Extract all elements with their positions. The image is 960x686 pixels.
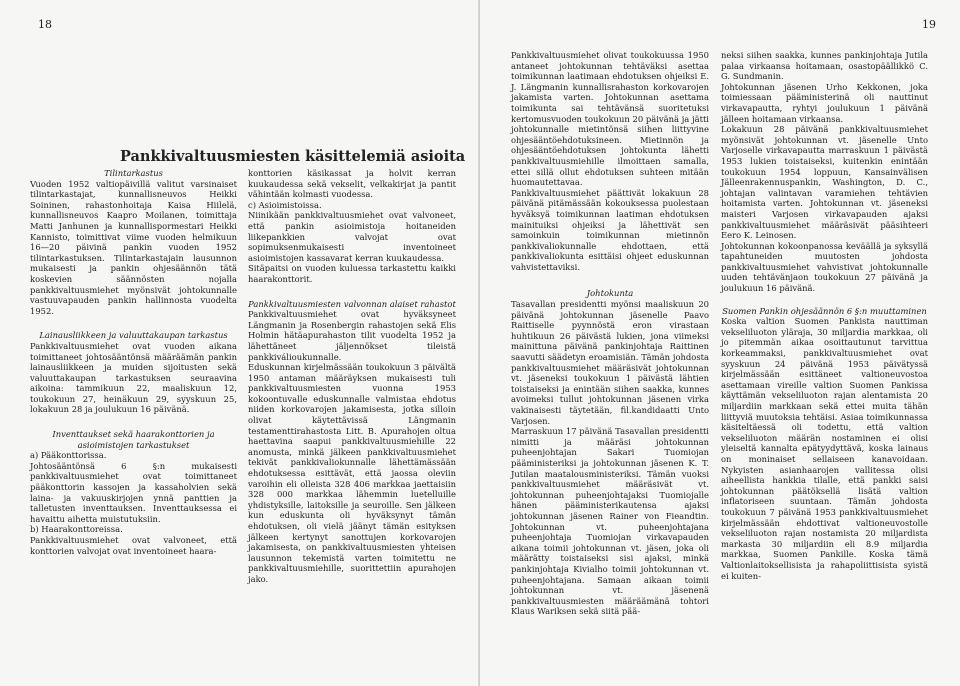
paragraph-sundman: neksi siihen saakka, kunnes pankinjohtaja Jutila palaa virkaansa hoitamaan, osastopäällikkö C. G. Sundmanin. bbox=[721, 50, 928, 82]
right-column-2 bbox=[721, 50, 928, 581]
paragraph-konttorien: konttorien käsikassat ja holvit kerran kuukaudessa sekä vekselit, velkakirjat ja pantit vähintään kolmasti vuodessa. bbox=[248, 168, 456, 200]
page-number-right: 19 bbox=[922, 18, 936, 31]
left-column-1 bbox=[30, 168, 237, 556]
paragraph-varjonen: Lokakuun 28 päivänä pankkivaltuusmiehet myönsivät johtokunnan vt. jäsenelle Unto Varjoselle virkavapautta marraskuun 1 päivästä 1953 lukien toistaiseksi, kuitenkin enintään toukokuun 1954 loppuun, Kansainvälisen Jälleenrakennuspankin, Washington, D. C., johtajan valintavan varamiehen tehtävien hoitamista varten. Johtokunnan vt. jäseneksi maisteri Varjosen virkavapauden ajaksi pankkivaltuusmiehet määräsivät pääsihteeri Eero K. Leinosen. bbox=[721, 124, 928, 241]
right-page bbox=[480, 0, 960, 686]
paragraph-johtokunta-2: Marraskuun 17 päivänä Tasavallan presidentti nimitti ja määräsi johtokunnan puheenjohtajan Sakari Tuomiojan pääministeriksi ja johtokunnan jäsenen K. T. Jutilan maatalousministeriksi. Tämän vuoksi pankkivaltuusmiehet määräsivät vt. johtokunnan puheenjohtajaksi Tuomiojalle hänen pääministerikautensa ajaksi johtokunnan jäsenen Rainer von Fieandtin. Johtokunnan vt. puheenjohtajana puheenjohtaja Tuomiojan virkavapauden aikana toimii johtokunnan vt. jäsen, joka oli määrätty toistaiseksi sisi ajaksi, minkä pankinjohtaja Kivialho toimii johtokunnan vt. puheenjohtajana. Samaan aikaan toimii johtokunnan vt. jäsenenä pankkivaltuusmiesten määräämänä tohtori Klaus Wariksen sekä siitä pää- bbox=[511, 426, 709, 617]
heading-lainausliike: Lainausliikkeen ja valuuttakaupan tarkastus bbox=[39, 330, 228, 341]
paragraph-lainausliike: Pankkivaltuusmiehet ovat vuoden aikana toimittaneet johtosääntönsä määräämän pankin lainausliikkeen ja muiden sijoitusten sekä valuuttakaupan tarkastuksen seuraavina aikoina: tammikuun 22, maaliskuun 12, toukokuun 27, heinäkuun 29, syyskuun 25, lokakuun 28 ja joulukuun 16 päivänä. bbox=[30, 340, 237, 415]
item-b-label: b) Haarakonttoreissa. bbox=[30, 524, 123, 535]
paragraph-ohjesaanto: Koska valtion Suomen Pankista nauttiman vekseliluoton yläraja, 30 miljardia markkaa, oli jo pitemmän aikaa osoittautunut tarvittua korkeammaksi, pankkivaltuusmiehet ovat syyskuun 24 päivänä 1953 päivätyssä kirjelmässään esittäneet valtioneuvostoa asettamaan vireille valtion Suomen Pankissa käyttämän vekseliluoton rajan alentamista 20 miljardiin markkaan sekä ettei muita tähän liittyviä muutoksia tehtäisi. Asiaa toimikunnassa käsiteltäessä oli todettu, että valtion vekseliluoton määrän nostaminen ei olisi yleiseltä kannalta epätyydyttävä, koska lainaus on moninaiset sellaiseen kanavoidaan. Nykyisten asianhaarojen vallitessa olisi aiheellista hankkia tilalle, että pankki saisi johtokunnan päätöksellä lisätä valtion inflatoriseen suuntaan. Tämän johdosta toukokuun 7 päivänä 1953 pankkivaltuusmiehet kirjelmässään ehdottivat valtioneuvostolle vekseliluoton rajan nostamista 20 miljardista markasta 30 miljardiin eli 8.9 miljardia markkaa, Suomen Pankille. Koska tämä Valtionlaitoksellisista ja rahapoliittisista syistä ei kuiten- bbox=[721, 316, 928, 581]
right-column-1 bbox=[511, 50, 709, 617]
paragraph-sitapaitsi: Sitäpaitsi on vuoden kuluessa tarkastettu kaikki haarakonttorit. bbox=[248, 263, 456, 284]
item-a-label: a) Pääkonttorissa. bbox=[30, 450, 107, 461]
section-title: Pankkivaltuusmiesten käsittelemiä asioita bbox=[120, 148, 466, 165]
item-b-text: Pankkivaltuusmiehet ovat valvoneet, että konttorien valvojat ovat inventoineet haara- bbox=[30, 535, 237, 556]
heading-johtokunta: Johtokunta bbox=[586, 288, 634, 299]
paragraph-valvonta-1: Pankkivaltuusmiehet ovat hyväksyneet Längmanin ja Rosenbergin rahastojen sekä Elis Holmin hätäapurahaston tilit vuodelta 1952 ja lähettäneet jäljennökset tileistä pankkiválioukunnalle. bbox=[248, 309, 456, 362]
page-number-left: 18 bbox=[38, 18, 52, 31]
heading-ohjesaanto: Suomen Pankin ohjesäännön 6 §:n muuttaminen bbox=[722, 305, 927, 316]
item-c-label: c) Asioimistoissa. bbox=[248, 199, 322, 210]
heading-inventtaukset: Inventtaukset sekä haarakonttorien ja asioimistojen tarkastukset bbox=[52, 429, 215, 450]
left-column-2 bbox=[248, 168, 456, 585]
paragraph-kekkonen: Johtokunnan jäsenen Urho Kekkonen, joka toimiessaan pääministerinä oli nauttinut virkavapautta, ryhtyi joulukuun 1 päivänä jälleen hoitamaan virkaansa. bbox=[721, 81, 928, 124]
heading-tilintarkastus: Tilintarkastus bbox=[104, 168, 163, 178]
paragraph-tilintarkastus: Vuoden 1952 valtiopäivillä valitut varsinaiset tilintarkastajat, kunnallisneuvos Heikki Soininen, rahastonhoitaja Kaisa Hiilelä, kunnallisneuvos Kaapro Moilanen, toimittaja Matti Janhunen ja kunnallispormestari Heikki Kannisto, toimittivat viime vuoden helmikuun 16—20 päivinä pankin vuoden 1952 tilintarkastuksen. Tilintarkastajain lausunnon mukaisesti ja pankin ohjesäännön tätä koskevien säännösten nojalla pankkivaltuusmiehet myönsivät johtokunnalle vastuuvapauden pankin hallinnosta vuodelta 1952. bbox=[30, 178, 237, 316]
item-c-text: Niinikään pankkivaltuusmiehet ovat valvoneet, että pankin asioimistoja hoitaneiden liikepankkien valvojat ovat sopimuksenmukaisesti inventoineet asioimistojen kassavarat kerran kuukaudessa. bbox=[248, 210, 456, 263]
paragraph-kokoonpano: Johtokunnan kokoonpanossa keväällä ja syksyllä tapahtuneiden muutosten johdosta pankkivaltuusmiehet vahvistivat johtokunnalle uuden tehtävänjaon toukokuun 27 päivänä ja joulukuun 16 päivänä. bbox=[721, 240, 928, 294]
heading-valvonta: Pankkivaltuusmiesten valvonnan alaiset rahastot bbox=[248, 298, 456, 309]
paragraph-toimikunta: Pankkivaltuusmiehet olivat toukokuussa 1950 antaneet johtokunnan tehtäväksi asettaa toimikunnan laatimaan ehdotuksen ohjeiksi E. J. Längmanin kunnallisrahaston korkovarojen jakamista varten. Johtokunnan asettama toimikunta sai tehtävänsä suoritetuksi kertomusvuoden toukokuun 20 päivänä ja jätti johtokunnalle mietintönsä siihen liittyvine ohjesääntöehdotuksineen. Mietinnön ja ohjesääntöehdotuksen johtokunta lähetti pankkivaltuusmiehille ilmoittaen samalla, ettei sillä ollut ehdotuksen suhteen mitään huomautettavaa. bbox=[511, 50, 709, 188]
paragraph-johtokunta-1: Tasavallan presidentti myönsi maaliskuun 20 päivänä johtokunnan jäsenelle Paavo Raittiselle pyynnöstä eron virastaan huhtikuun 26 päivästä lukien, jona viimeksi mainittuna päivänä pankinjohtaja Raittinen saavutti säädetyn eroamisiän. Tämän johdosta pankkivaltuusmiehet määräsivät johtokunnan vt. jäseneksi toukokuun 1 päivästä lähtien toistaiseksi ja enintään siihen saakka, kunnes avoimeksi tullut johtokunnan jäsenen virka vakinaisesti täytetään, fil.kandidaatti Unto Varjosen. bbox=[511, 299, 709, 426]
item-a-text: Johtosääntönsä 6 §:n mukaisesti pankkivaltuusmiehet ovat toimittaneet pääkonttorin kassojen ja kassaholvien sekä laina- ja vakuuskirjojen ynnä panttien ja talletusten inventtauksen. Inventtauksessa ei havaittu aihetta muistutuksiin. bbox=[30, 460, 237, 524]
paragraph-valvonta-2: Eduskunnan kirjelmässään toukokuun 3 päivältä 1950 antaman määräyksen mukaisesti tuli pankkivaltuusmiesten vuonna 1953 kokoontuvalle eduskunnalle valmistaa ehdotus niiden korkovarojen jakamisesta, jotka silloin olivat käytettävissä Längmanin testamenttirahastosta Litt. B. Apurahojen oltua haettavina saapui pankkivaltuusmiehille 22 anomusta, minkä jälkeen pankkivaltuusmiehet tekivät pankkivaliokunnalle lähettämässään ehdotuksessa esittävät, että jaossa oleviin varoihin eli olleista 328 406 markkaa jaettaisiin 328 000 markkaa lähemmin luetelluille yhdistyksille, laitoksille ja seuroille. Sen jälkeen kun eduskunta oli hyväksynyt tämän ehdotuksen, oli vielä jäänyt tämän esityksen jälkeen kertynyt sanottujen korkovarojen jakamisesta, on pankkivaltuusmiesten yhteisen lausunnon tekemistä varten toimitettu ne pankkivaltuusmiehille, suorittettiin apurahojen jako. bbox=[248, 362, 456, 584]
paragraph-paattivat: Pankkivaltuusmiehet päättivät lokakuun 28 päivänä pitämässään kokouksessa puolestaan hyväksyä toimikunnan laatiman ehdotuksen mainituiksi ohjeiksi ja lähettivät sen samoinkuin toimikunnan mietinnön pankkivaliokunnalle ehdottaen, että pankkivaliokunta esittäisi ohjeet eduskunnan vahvistettaviksi. bbox=[511, 187, 709, 272]
